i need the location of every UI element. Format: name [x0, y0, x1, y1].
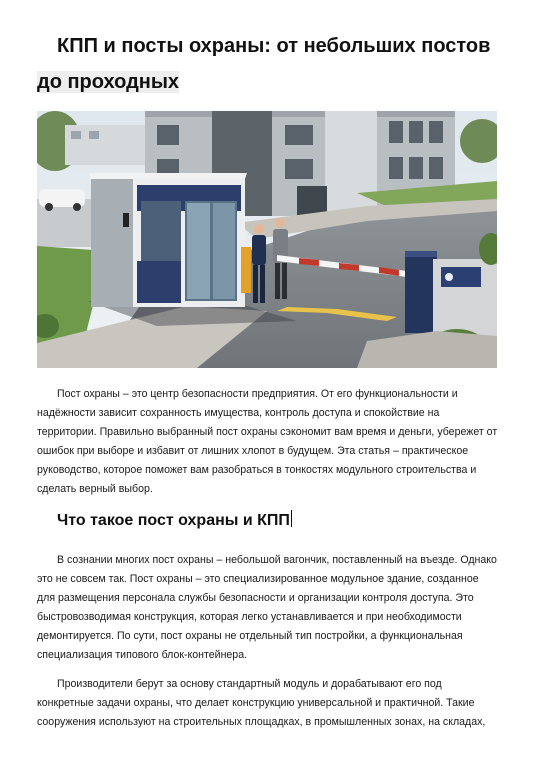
guard-post-photo [37, 111, 497, 368]
title-line-1: КПП и посты охраны: от небольших постов [57, 35, 491, 57]
manufacturers-paragraph: Производители берут за основу стандартный модуль и дорабатывают его под конкретные задачи охраны, что делает конструкцию универсальной и практичной. Такие сооружения используют на строительных площадках, в промышленных зонах, на складах, [37, 678, 486, 728]
section-heading [57, 510, 292, 532]
intro-paragraph: Пост охраны – это центр безопасности предприятия. От его функциональности и надёжности зависит сохранность имущества, контроль доступа и спокойствие на территории. Правильно выбранный пост охраны сэкономит вам время и деньги, убережет от ошибок при выборе и избавит от лишних хлопот в будущем. Эта статья – практическое руководство, которое поможет вам разобраться в тонкостях модульного строительства и сделать верный выбор. [37, 388, 498, 495]
title-line-2: до проходных [37, 71, 180, 93]
section-heading-text: Что такое пост охраны и КПП [57, 512, 290, 529]
text-cursor [291, 510, 292, 527]
definition-paragraph: В сознании многих пост охраны – небольшой вагончик, поставленный на въезде. Однако это не совсем так. Пост охраны – это специализированное модульное здание, созданное для размещения персонала службы безопасности и организации контроля доступа. Это быстровозводимая конструкция, которая легко устанавливается и при необходимости демонтируется. По сути, пост охраны не отдельный тип постройки, а функциональная специализация типового блок-контейнера. [37, 554, 497, 661]
article-title [37, 28, 507, 100]
